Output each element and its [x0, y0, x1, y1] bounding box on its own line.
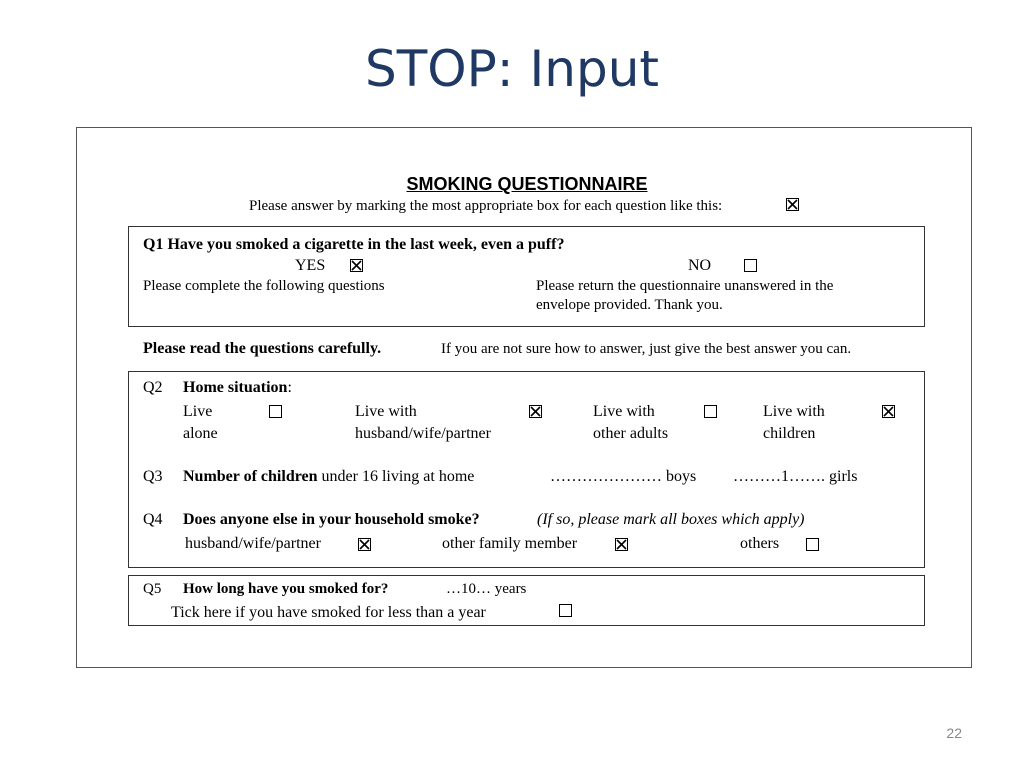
q2-label-group [183, 379, 292, 397]
cross-mark-icon [359, 539, 370, 550]
q4-option-partner-checkbox[interactable] [358, 538, 371, 551]
q4-option-others-checkbox[interactable] [806, 538, 819, 551]
q2-colon: : [287, 379, 292, 396]
q2-option-partner-line1: Live with [355, 403, 417, 420]
q4-option-family-label: other family member [442, 535, 578, 552]
cross-mark-icon [883, 406, 894, 417]
cross-mark-icon [351, 260, 362, 271]
q2-number: Q2 [143, 379, 163, 396]
q2-option-children-checkbox[interactable] [882, 405, 895, 418]
q5-tick-text: Tick here if you have smoked for less than a year [171, 604, 486, 621]
read-carefully-note: If you are not sure how to answer, just give the best answer you can. [441, 341, 852, 357]
q1-yes-note: Please complete the following questions [143, 278, 385, 294]
q2-option-partner-checkbox[interactable] [529, 405, 542, 418]
q2-option-adults-checkbox[interactable] [704, 405, 717, 418]
example-checked-box [786, 198, 799, 211]
q4-option-family-checkbox[interactable] [615, 538, 628, 551]
q2-option-children-line2: children [763, 425, 816, 442]
read-carefully-text: Please read the questions carefully. [143, 340, 382, 357]
q4-number: Q4 [143, 511, 163, 528]
q5-label: How long have you smoked for? [183, 581, 389, 597]
q2-option-adults-line2: other adults [593, 425, 669, 442]
q2-option-alone-line2: alone [183, 425, 218, 442]
q1-no-note-line2: envelope provided. Thank you. [536, 297, 723, 313]
q1-question: Q1 Have you smoked a cigarette in the last week, even a puff? [143, 236, 565, 253]
q1-yes-checkbox[interactable] [350, 259, 363, 272]
q2-option-partner-line2: husband/wife/partner [355, 425, 491, 442]
q1-no-note-line1: Please return the questionnaire unanswered in the [536, 278, 834, 294]
cross-mark-icon [530, 406, 541, 417]
q3-label: Number of children [183, 468, 318, 485]
q3-number: Q3 [143, 468, 163, 485]
q3-boys-field[interactable]: ………………… boys [550, 468, 697, 485]
questionnaire-title: SMOKING QUESTIONNAIRE [406, 174, 648, 194]
q2-option-children-line1: Live with [763, 403, 825, 420]
q1-no-checkbox[interactable] [744, 259, 757, 272]
q4-hint: (If so, please mark all boxes which apply) [537, 511, 805, 528]
q2-label: Home situation [183, 379, 288, 396]
slide-number: 22 [946, 725, 962, 741]
q2-option-alone-line1: Live [183, 403, 213, 420]
q3-girls-field[interactable]: ………1……. girls [733, 468, 858, 485]
q3-label-group [183, 468, 474, 486]
cross-mark-icon [616, 539, 627, 550]
q4-option-partner-label: husband/wife/partner [185, 535, 321, 552]
q4-label: Does anyone else in your household smoke? [183, 511, 480, 528]
cross-mark-icon [787, 199, 798, 210]
q4-option-others-label: others [740, 535, 780, 552]
q1-yes-label: YES [295, 257, 326, 274]
instruction-text: Please answer by marking the most appropriate box for each question like this: [249, 198, 723, 214]
q5-tick-checkbox[interactable] [559, 604, 572, 617]
q3-rest: under 16 living at home [321, 468, 475, 485]
q2-option-adults-line1: Live with [593, 403, 655, 420]
slide-title: STOP: Input [365, 40, 659, 98]
q2-option-alone-checkbox[interactable] [269, 405, 282, 418]
q5-number: Q5 [143, 581, 162, 597]
q1-no-label: NO [688, 257, 712, 274]
q5-answer-field[interactable]: …10… years [446, 581, 527, 597]
